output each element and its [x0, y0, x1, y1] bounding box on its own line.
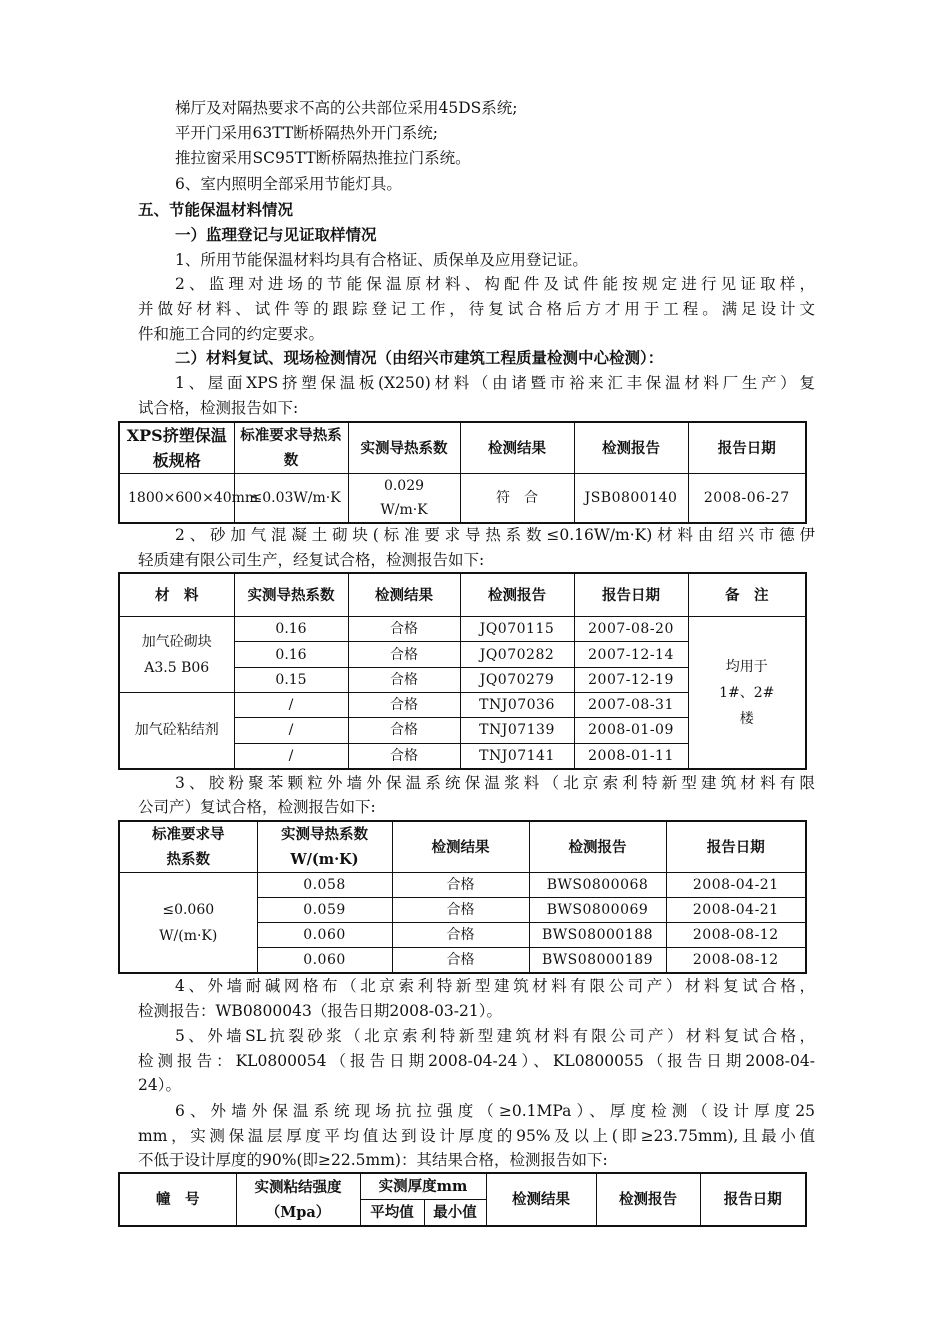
text-line: 6、室内照明全部采用节能灯具。	[175, 175, 402, 193]
table-cell: 0.16	[234, 642, 348, 667]
table-header: 平均值	[360, 1200, 424, 1227]
table-header: 报告日期	[666, 821, 806, 873]
table-header: 实测导热系数	[348, 422, 460, 474]
text-line: 不低于设计厚度的90%(即≥22.5mm)：其结果合格，检测报告如下:	[138, 1151, 608, 1169]
text-line: 检测报告：KL0800054（报告日期2008-04-24）、KL0800055（报告日期2008-04-	[138, 1052, 815, 1070]
table-header: 标准要求导热系数	[119, 821, 257, 873]
table-cell: 2008-08-12	[666, 923, 806, 948]
table-cell: ≤0.060 W/(m·K)	[119, 873, 257, 974]
text-line: 轻质建有限公司生产，经复试合格，检测报告如下:	[138, 551, 485, 569]
table-cell: 加气砼粘结剂	[119, 692, 234, 769]
text-line: mm，实测保温层厚度平均值达到设计厚度的95%及以上(即≥23.75mm),且最小值	[138, 1127, 815, 1145]
subsection-heading: 二）材料复试、现场检测情况（由绍兴市建筑工程质量检测中心检测）：	[175, 348, 664, 367]
table-cell: TNJ07036	[460, 692, 574, 717]
table-header: 幢 号	[119, 1173, 236, 1226]
table-header: 检测结果	[392, 821, 529, 873]
text-line: 5、外墙SL抗裂砂浆（北京索利特新型建筑材料有限公司产）材料复试合格，	[175, 1027, 815, 1045]
table-header: 备 注	[688, 573, 806, 617]
table-cell: 均用于 1#、2#楼	[688, 617, 806, 769]
subsection-heading: 一）监理登记与见证取样情况	[175, 225, 377, 244]
text-line: 1、屋面XPS挤塑保温板(X250)材料（由诸暨市裕来汇丰保温材料厂生产）复	[175, 374, 815, 392]
text-line: 检测报告：WB0800043（报告日期2008-03-21）。	[138, 1002, 502, 1020]
table-header: 报告日期	[700, 1173, 806, 1226]
table-header: 实测导热系数	[234, 573, 348, 617]
section-heading: 五、节能保温材料情况	[138, 200, 294, 219]
table-header: 检测报告	[529, 821, 666, 873]
text-line: 6、外墙外保温系统现场抗拉强度（≥0.1MPa）、厚度检测（设计厚度25	[175, 1102, 815, 1120]
table-cell: 0.059	[257, 898, 392, 923]
table-cell: 合格	[348, 743, 460, 769]
table-cell: 2007-12-14	[574, 642, 688, 667]
table-header: 检测结果	[486, 1173, 596, 1226]
table-cell: 2007-08-31	[574, 692, 688, 717]
table-cell: 0.060	[257, 948, 392, 974]
table-header: 检测结果	[460, 422, 574, 474]
table-cell: JQ070115	[460, 617, 574, 642]
table-cell: TNJ07141	[460, 743, 574, 769]
table-cell: 合格	[392, 948, 529, 974]
table-header: 报告日期	[688, 422, 806, 474]
table-cell: /	[234, 692, 348, 717]
table-cell: TNJ07139	[460, 718, 574, 743]
table-cell: 2008-01-09	[574, 718, 688, 743]
table-header: 材 料	[119, 573, 234, 617]
table-cell: BWS0800069	[529, 898, 666, 923]
table-header: 实测厚度mm	[360, 1173, 486, 1200]
table-cell: 合格	[348, 617, 460, 642]
table-cell: 2008-06-27	[688, 474, 806, 524]
table-header: 最小值	[424, 1200, 486, 1227]
text-line: 并做好材料、试件等的跟踪登记工作，待复试合格后方才用于工程。满足设计文	[138, 300, 815, 318]
table-cell: 合格	[348, 692, 460, 717]
table-cell: JQ070279	[460, 667, 574, 692]
text-line: 公司产）复试合格，检测报告如下:	[138, 798, 376, 816]
text-line: 1、所用节能保温材料均具有合格证、质保单及应用登记证。	[175, 251, 588, 269]
table-cell: 合格	[348, 642, 460, 667]
table-header: 标准要求导热系数	[234, 422, 348, 474]
table-cell: 加气砼砌块 A3.5 B06	[119, 617, 234, 693]
table-header: 检测报告	[460, 573, 574, 617]
text-line: 件和施工合同的约定要求。	[138, 325, 325, 343]
aerated-block-test-table	[118, 572, 807, 770]
field-test-table	[118, 1172, 807, 1227]
table-cell: 合格	[392, 873, 529, 898]
text-line: 2、砂加气混凝土砌块(标准要求导热系数≤0.16W/m·K)材料由绍兴市德伊	[175, 526, 815, 544]
table-cell: BWS0800068	[529, 873, 666, 898]
table-cell: 合格	[348, 667, 460, 692]
text-line: 试合格，检测报告如下:	[138, 399, 299, 417]
table-cell: BWS08000189	[529, 948, 666, 974]
table-cell: JQ070282	[460, 642, 574, 667]
table-row	[119, 617, 806, 642]
text-line: 3、胶粉聚苯颗粒外墙外保温系统保温浆料（北京索利特新型建筑材料有限	[175, 774, 815, 792]
table-cell: 0.058	[257, 873, 392, 898]
table-cell: 0.060	[257, 923, 392, 948]
table-header: 检测报告	[574, 422, 688, 474]
table-header: 报告日期	[574, 573, 688, 617]
table-header: 实测导热系数 W/(m·K)	[257, 821, 392, 873]
text-line: 梯厅及对隔热要求不高的公共部位采用45DS系统;	[175, 99, 518, 117]
table-cell: ≤0.03W/m·K	[234, 474, 348, 524]
table-cell: 合格	[392, 898, 529, 923]
table-cell: 2008-04-21	[666, 873, 806, 898]
insulation-mortar-test-table	[118, 820, 807, 974]
table-cell: 0.16	[234, 617, 348, 642]
table-cell: 2008-04-21	[666, 898, 806, 923]
table-cell: 1800×600×40mm	[119, 474, 234, 524]
table-header: 检测报告	[596, 1173, 700, 1226]
table-header: 检测结果	[348, 573, 460, 617]
table-cell: 符 合	[460, 474, 574, 524]
table-cell: 0.029 W/m·K	[348, 474, 460, 524]
table-cell: /	[234, 718, 348, 743]
table-cell: /	[234, 743, 348, 769]
table-cell: BWS08000188	[529, 923, 666, 948]
text-line: 2、监理对进场的节能保温原材料、构配件及试件能按规定进行见证取样，	[175, 275, 815, 293]
text-line: 24）。	[138, 1076, 181, 1094]
table-cell: 2007-08-20	[574, 617, 688, 642]
table-row	[119, 873, 806, 898]
table-cell: 0.15	[234, 667, 348, 692]
table-cell: JSB0800140	[574, 474, 688, 524]
table-cell: 合格	[392, 923, 529, 948]
table-cell: 合格	[348, 718, 460, 743]
text-line: 4、外墙耐碱网格布（北京索利特新型建筑材料有限公司产）材料复试合格，	[175, 977, 815, 995]
table-cell: 2007-12-19	[574, 667, 688, 692]
table-header: 实测粘结强度（Mpa）	[236, 1173, 360, 1226]
text-line: 平开门采用63TT断桥隔热外开门系统;	[175, 124, 438, 142]
table-cell: 2008-08-12	[666, 948, 806, 974]
table-header: XPS挤塑保温板规格	[119, 422, 234, 474]
table-cell: 2008-01-11	[574, 743, 688, 769]
xps-test-table	[118, 421, 807, 524]
text-line: 推拉窗采用SC95TT断桥隔热推拉门系统。	[175, 149, 471, 167]
